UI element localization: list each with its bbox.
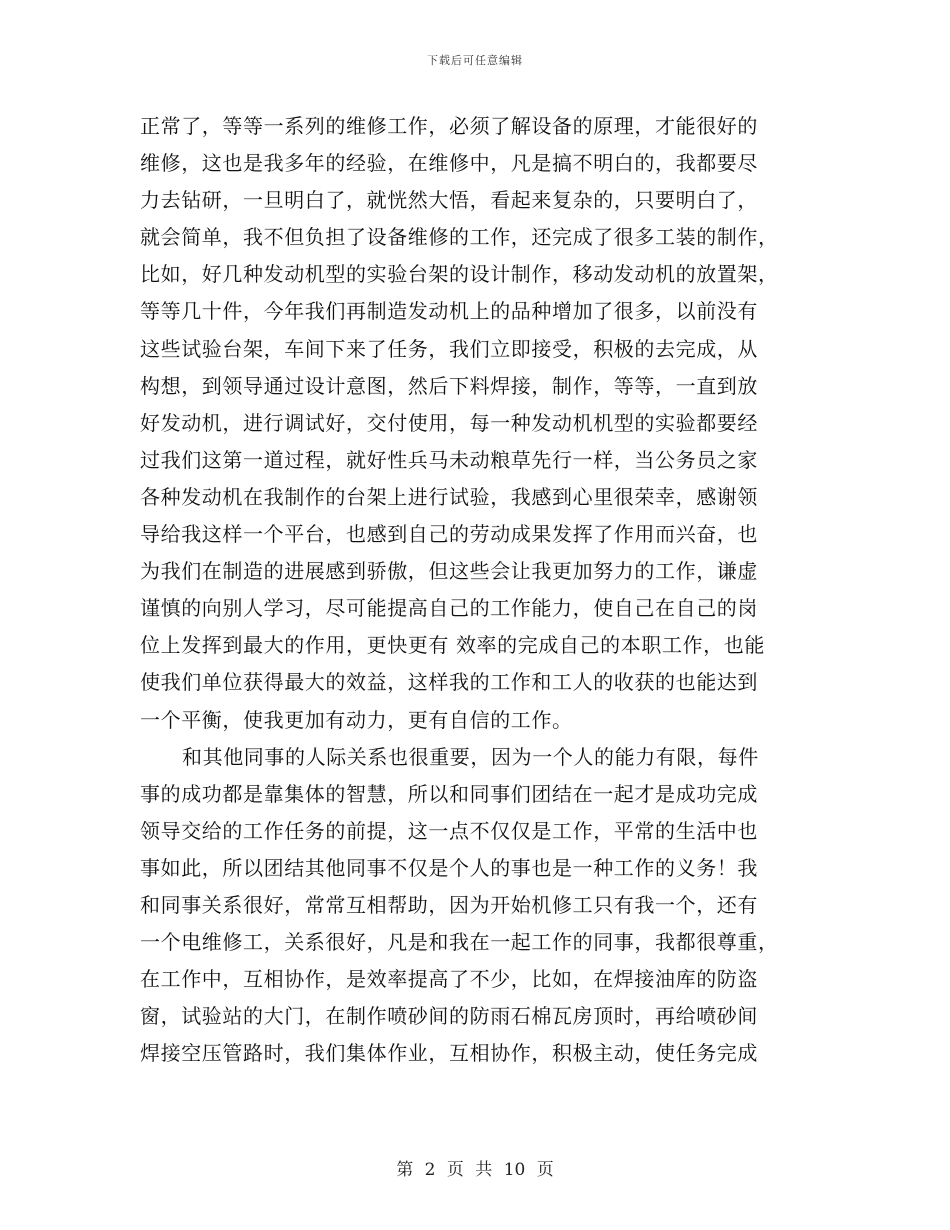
text-line: 就会简单，我不但负担了设备维修的工作，还完成了很多工装的制作， [140,225,779,250]
text-line: 和其他同事的人际关系也很重要，因为一个人的能力有限，每件 [182,744,759,769]
text-line: 和同事关系很好，常常互相帮助，因为开始机修工只有我一个，还有 [140,892,758,917]
text-line: 在工作中，互相协作，是效率提高了不少，比如，在焊接油库的防盗 [140,967,758,992]
text-line: 构想，到领导通过设计意图，然后下料焊接，制作，等等，一直到放 [140,373,758,398]
document-body [140,108,810,1072]
text-line: 事的成功都是靠集体的智慧，所以和同事们团结在一起才是成功完成 [140,781,758,806]
text-line: 这些试验台架，车间下来了任务，我们立即接受，积极的去完成，从 [140,336,758,361]
text-line: 维修，这也是我多年的经验，在维修中，凡是搞不明白的，我都要尽 [140,151,758,176]
text-line: 好发动机，进行调试好，交付使用，每一种发动机机型的实验都要经 [140,410,758,435]
text-line: 位上发挥到最大的作用，更快更有 效率的完成自己的本职工作，也能 [140,633,765,658]
page-header: 下载后可任意编辑 [427,54,523,67]
text-line: 一个平衡，使我更加有动力，更有自信的工作。 [140,707,573,732]
paragraph-1 [140,108,810,739]
text-line: 焊接空压管路时，我们集体作业，互相协作，积极主动，使任务完成 [140,1041,758,1066]
text-line: 为我们在制造的进展感到骄傲，但这些会让我更加努力的工作，谦虚 [140,559,758,584]
text-line: 一个电维修工，关系很好，凡是和我在一起工作的同事，我都很尊重， [140,930,779,955]
text-line: 事如此，所以团结其他同事不仅是个人的事也是一种工作的义务！我 [140,855,758,880]
text-line: 比如，好几种发动机型的实验台架的设计制作，移动发动机的放置架， [140,262,779,287]
text-line: 使我们单位获得最大的效益，这样我的工作和工人的收获的也能达到 [140,670,758,695]
text-line: 窗，试验站的大门，在制作喷砂间的防雨石棉瓦房顶时，再给喷砂间 [140,1004,758,1029]
page-number-footer: 第 2 页 共 10 页 [396,1160,554,1180]
text-line: 领导交给的工作任务的前提，这一点不仅仅是工作，平常的生活中也 [140,818,758,843]
paragraph-2 [140,739,810,1073]
text-line: 各种发动机在我制作的台架上进行试验，我感到心里很荣幸，感谢领 [140,484,758,509]
text-line: 等等几十件，今年我们再制造发动机上的品种增加了很多，以前没有 [140,299,758,324]
text-line: 正常了，等等一系列的维修工作，必须了解设备的原理，才能很好的 [140,114,758,138]
text-line: 导给我这样一个平台，也感到自己的劳动成果发挥了作用而兴奋，也 [140,522,758,547]
text-line: 过我们这第一道过程，就好性兵马未动粮草先行一样，当公务员之家 [140,447,758,472]
text-line: 谨慎的向别人学习，尽可能提高自己的工作能力，使自己在自己的岗 [140,596,758,621]
text-line: 力去钻研，一旦明白了，就恍然大悟，看起来复杂的，只要明白了， [140,188,758,213]
